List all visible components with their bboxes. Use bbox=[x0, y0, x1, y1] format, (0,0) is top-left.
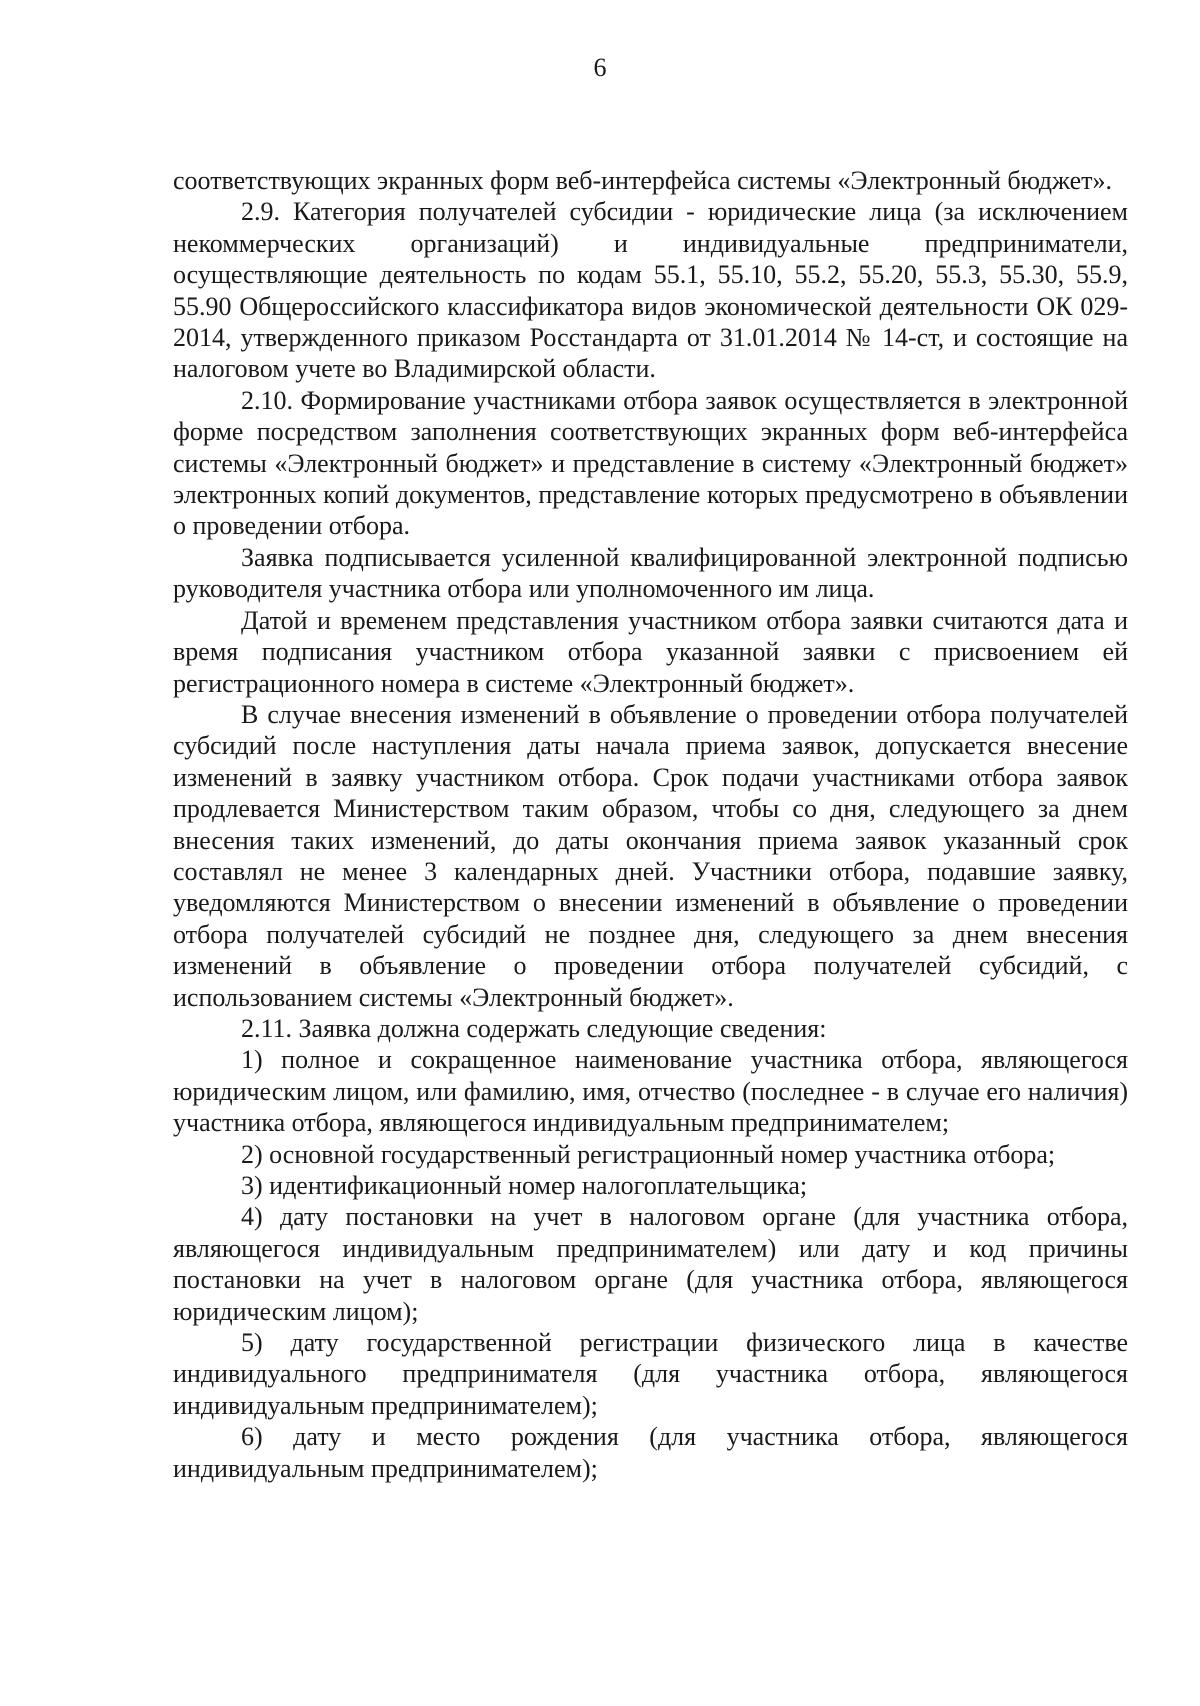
paragraph-signature: Заявка подписывается усиленной квалифицированной электронной подписью руководителя участника отбора или уполномоченного им лица. bbox=[173, 542, 1128, 604]
paragraph-2-11: 2.11. Заявка должна содержать следующие сведения: bbox=[241, 1013, 827, 1043]
paragraph-2-10: 2.10. Формирование участниками отбора заявок осуществляется в электронной форме посредством заполнения соответствующих экранных форм веб-интерфейса системы «Электронный бюджет» и представление в систему «Электронный бюджет» электронных копий документов, представление которых предусмотрено в объявлении о проведении отбора. bbox=[173, 385, 1128, 541]
list-item-1: 1) полное и сокращенное наименование участника отбора, являющегося юридическим лицом, или фамилию, имя, отчество (последнее - в случае его наличия) участника отбора, являющегося индивидуальным предпринимателем; bbox=[173, 1045, 1128, 1138]
paragraph-2-9: 2.9. Категория получателей субсидии - юридические лица (за исключением некоммерческих организаций) и индивидуальные предприниматели, осуществляющие деятельность по кодам 55.1, 55.10, 55.2, 55.20, 55.3, 55.30, 55.9, 55.90 Общероссийского классификатора видов экономической деятельности ОК 029-2014, утвержденного приказом Росстандарта от 31.01.2014 № 14-ст, и состоящие на налоговом учете во Владимирской области. bbox=[173, 197, 1128, 384]
paragraph-submission-date: Датой и временем представления участником отбора заявки считаются дата и время подписания участником отбора указанной заявки с присвоением ей регистрационного номера в системе «Электронный бюджет». bbox=[173, 605, 1128, 698]
paragraph-continuation: соответствующих экранных форм веб-интерфейса системы «Электронный бюджет». bbox=[173, 166, 1112, 195]
document-body bbox=[173, 165, 1128, 1484]
list-item-2: 2) основной государственный регистрационный номер участника отбора; bbox=[241, 1139, 1056, 1169]
paragraph-changes: В случае внесения изменений в объявление о проведении отбора получателей субсидий после наступления даты начала приема заявок, допускается внесение изменений в заявку участником отбора. Срок подачи участниками отбора заявок продлевается Министерством таким образом, чтобы со дня, следующего за днем внесения таких изменений, до даты окончания приема заявок указанный срок составлял не менее 3 календарных дней. Участники отбора, подавшие заявку, уведомляются Министерством о внесении изменений в объявление о проведении отбора получателей субсидий не позднее дня, следующего за днем внесения изменений в объявление о проведении отбора получателей субсидий, с использованием системы «Электронный бюджет». bbox=[173, 699, 1128, 1012]
page-number: 6 bbox=[593, 53, 607, 82]
list-item-5: 5) дату государственной регистрации физического лица в качестве индивидуального предпринимателя (для участника отбора, являющегося индивидуальным предпринимателем); bbox=[173, 1328, 1128, 1420]
list-item-6: 6) дату и место рождения (для участника отбора, являющегося индивидуальным предпринимателем); bbox=[173, 1422, 1128, 1483]
list-item-4: 4) дату постановки на учет в налоговом органе (для участника отбора, являющегося индивидуальным предпринимателем) или дату и код причины постановки на учет в налоговом органе (для участника отбора, являющегося юридическим лицом); bbox=[173, 1202, 1128, 1326]
list-item-3: 3) идентификационный номер налогоплательщика; bbox=[241, 1171, 808, 1200]
